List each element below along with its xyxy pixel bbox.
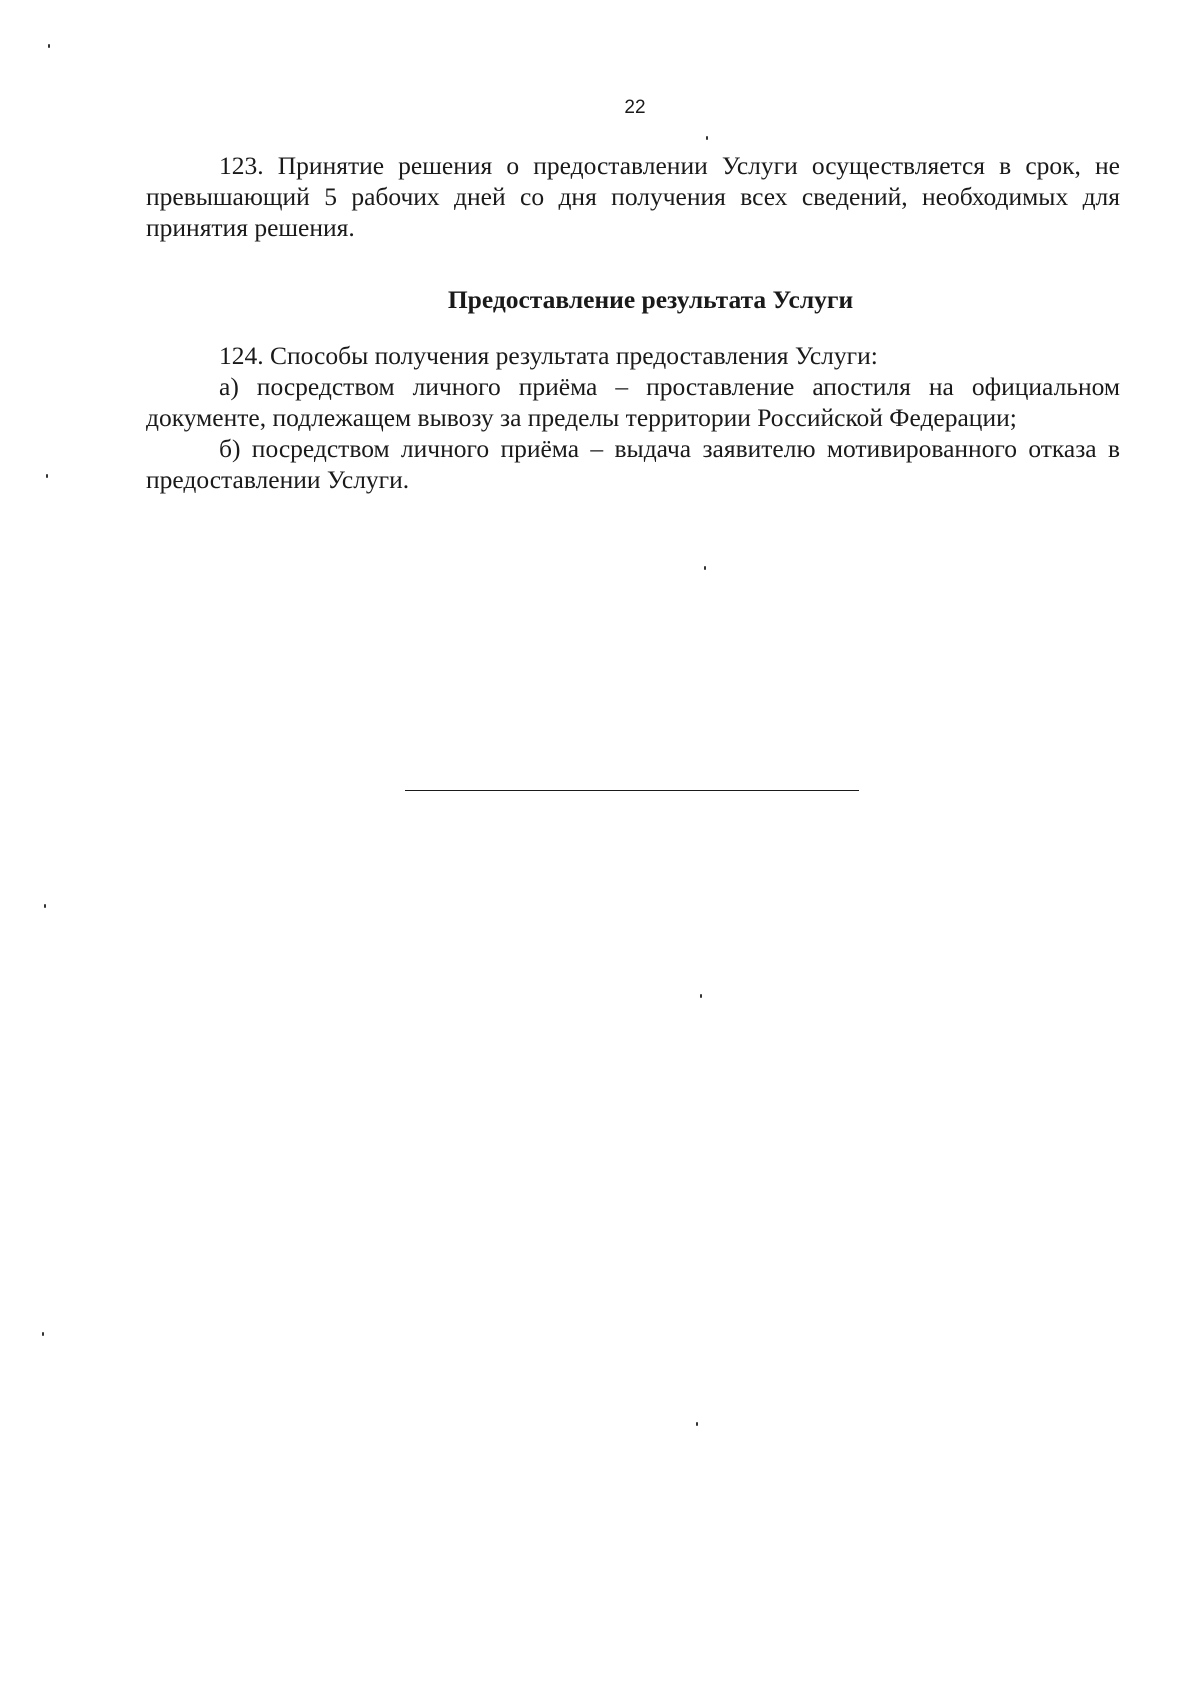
- scan-speck: [704, 566, 706, 570]
- end-divider-line: [405, 790, 859, 791]
- paragraph-124-b: б) посредством личного приёма – выдача заявителю мотивированного отказа в предоставлении Услуги.: [146, 434, 1120, 494]
- scan-speck: [44, 904, 46, 908]
- paragraph-124-a: а) посредством личного приёма – проставление апостиля на официальном документе, подлежащем вывозу за пределы территории Российской Федерации;: [146, 372, 1120, 432]
- scan-speck: [48, 44, 50, 48]
- paragraph-124: 124. Способы получения результата предоставления Услуги:: [219, 341, 878, 370]
- section-heading: Предоставление результата Услуги: [447, 285, 854, 314]
- page-number: 22: [624, 97, 646, 118]
- paragraph-124-block: [146, 340, 1120, 495]
- scan-speck: [46, 474, 48, 478]
- paragraph-123-block: [146, 150, 1120, 243]
- scan-speck: [42, 1332, 44, 1336]
- scan-speck: [706, 136, 708, 140]
- scan-speck: [696, 1422, 698, 1426]
- scan-speck: [700, 994, 702, 998]
- paragraph-123: 123. Принятие решения о предоставлении Услуги осуществляется в срок, не превышающий 5 рабочих дней со дня получения всех сведений, необходимых для принятия решения.: [146, 151, 1120, 242]
